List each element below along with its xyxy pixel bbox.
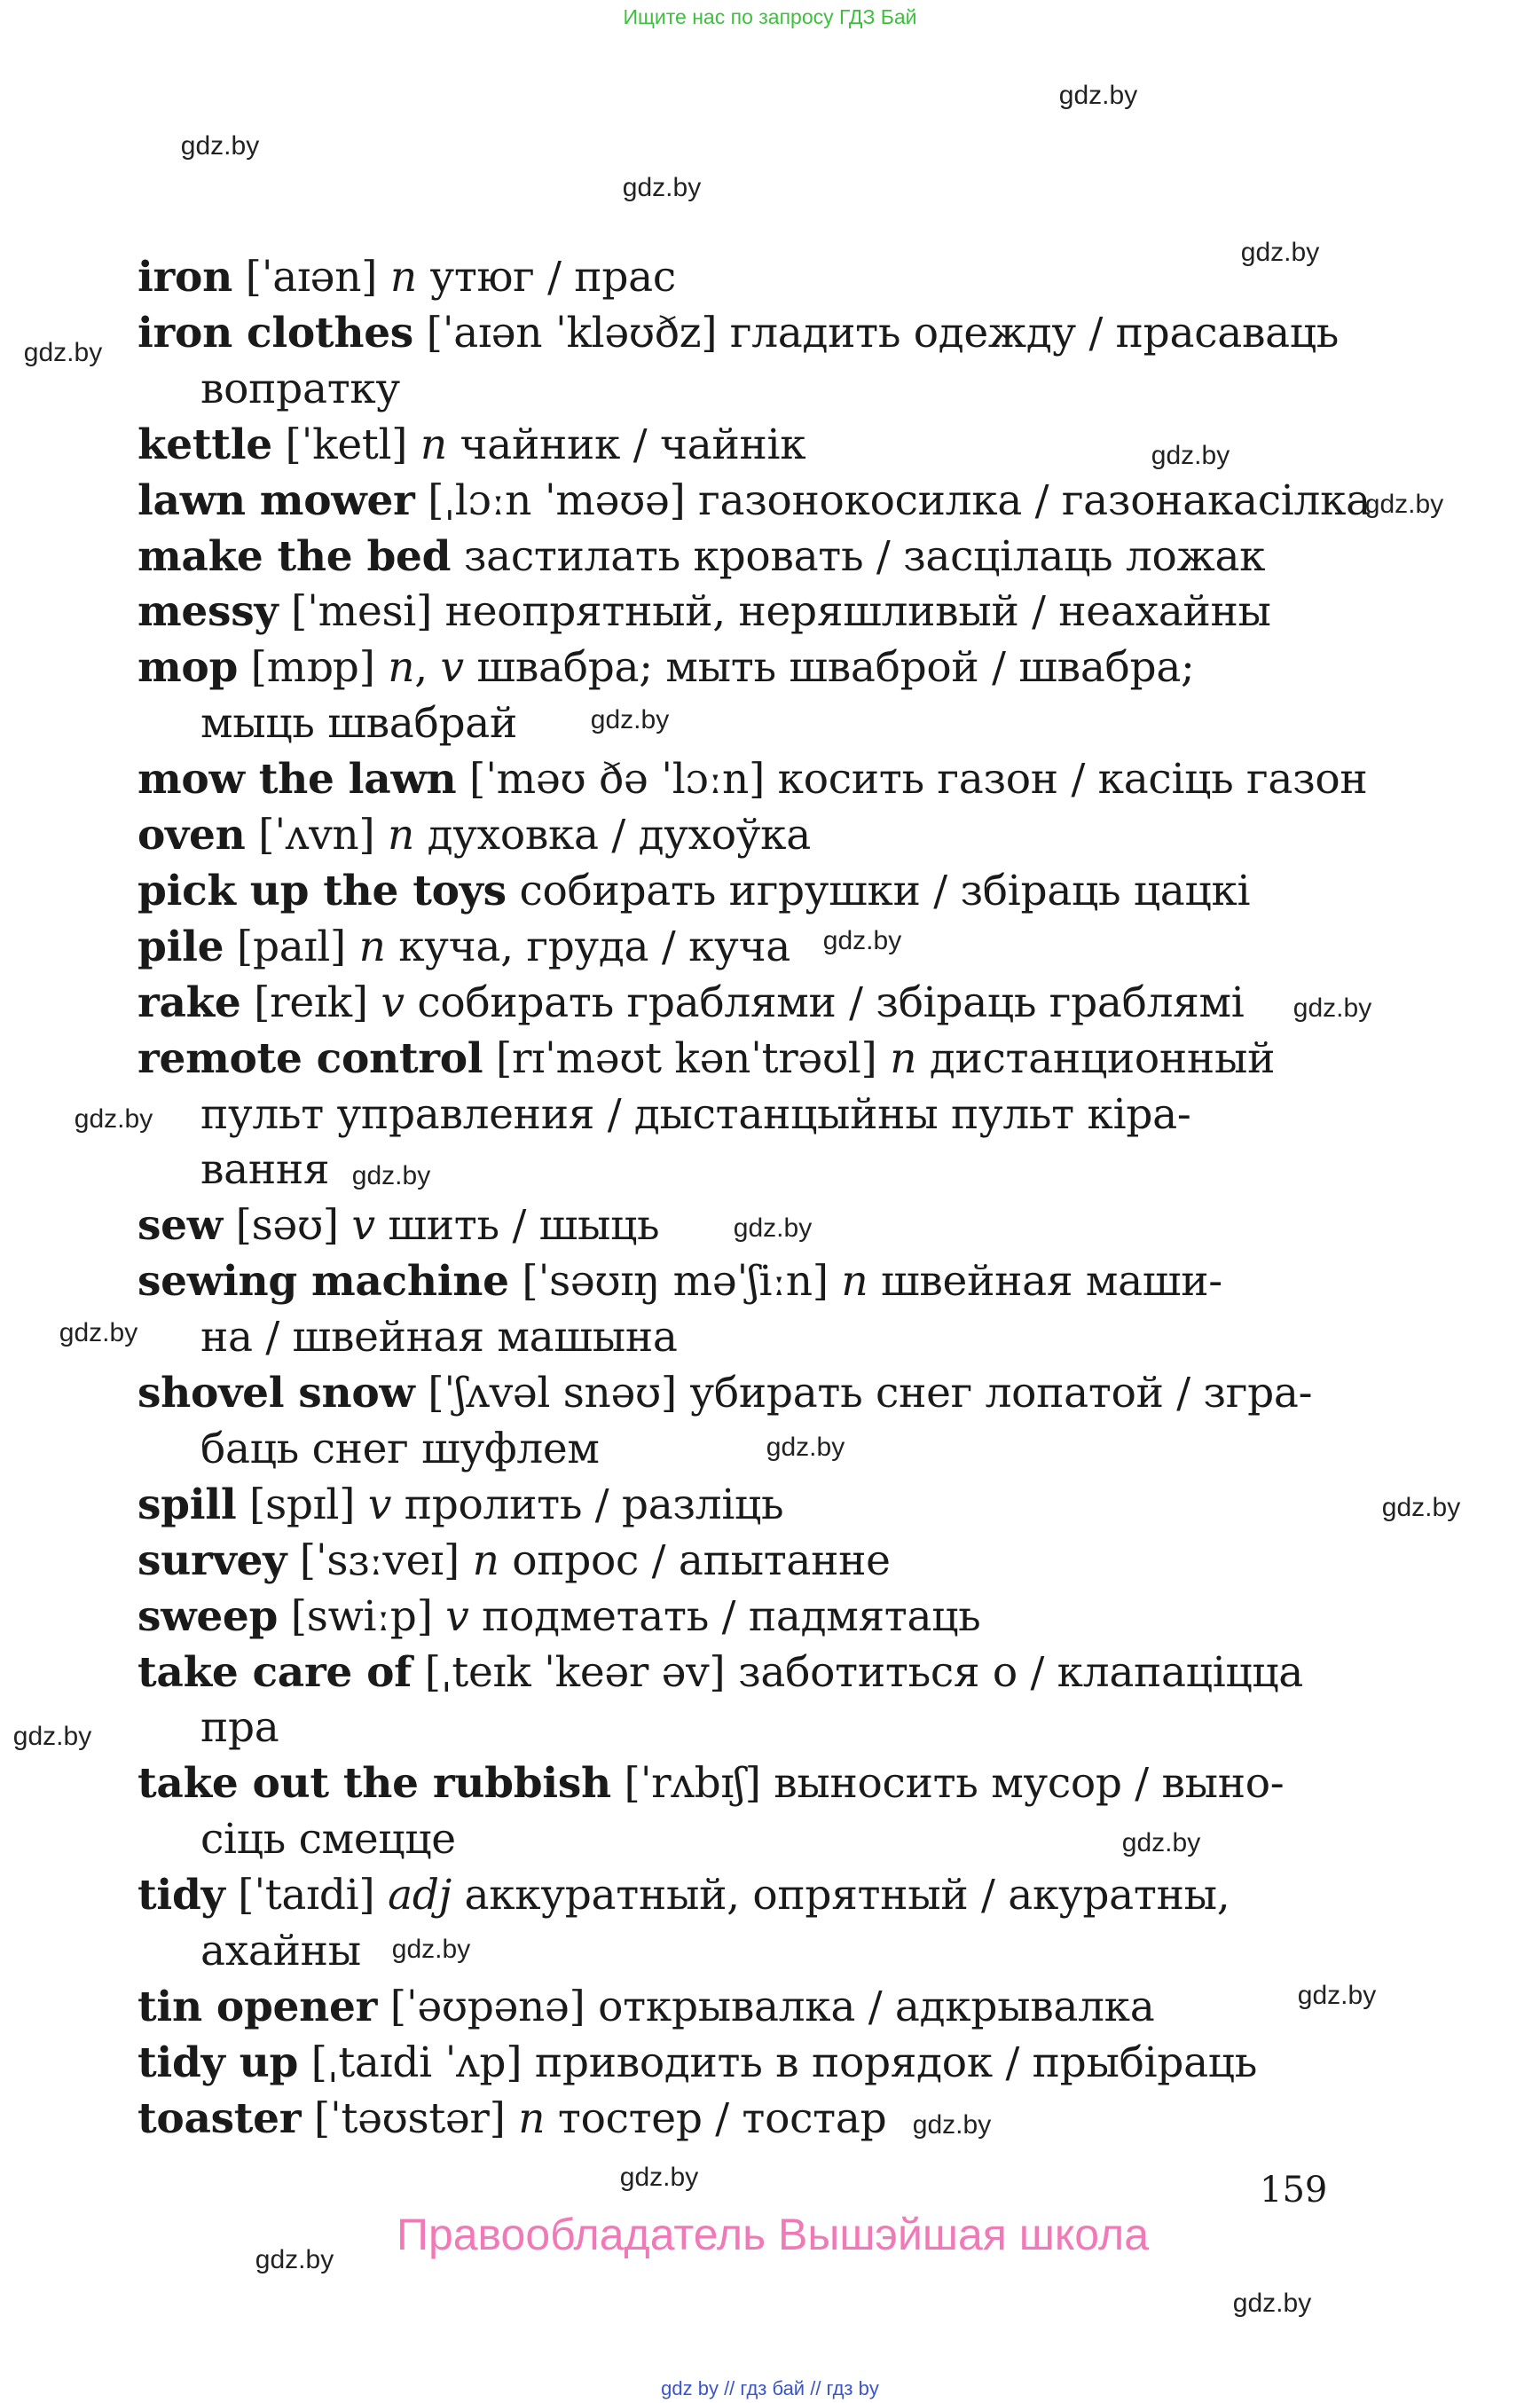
glossary-entry: [138, 975, 1245, 1031]
part-of-speech: n: [420, 420, 447, 469]
headword: messy: [138, 587, 279, 637]
entry-text: [swiːp]: [278, 1591, 446, 1641]
headword: sweep: [138, 1591, 279, 1641]
glossary-entry: [138, 863, 1250, 919]
entry-text: собирать граблями / збіраць граблямі: [404, 978, 1245, 1027]
watermark: gdz.by: [1240, 238, 1320, 267]
entry-text: [ˌlɔːn ˈməʊə] газонокосилка / газонакасілка: [414, 475, 1371, 525]
watermark: gdz.by: [74, 1104, 153, 1134]
entry-text: тостер / тостар: [545, 2093, 887, 2143]
watermark: gdz.by: [1292, 993, 1372, 1023]
glossary-entry: [138, 2091, 886, 2147]
entry-text: вопратку: [200, 364, 400, 413]
watermark: gdz.by: [1058, 81, 1138, 110]
entry-text: [ˈmesi] неопрятный, неряшливый / неахайны: [278, 587, 1271, 637]
header-note: Ищите нас по запросу ГДЗ Бай: [623, 5, 917, 28]
headword: rake: [138, 978, 241, 1027]
headword: take care of: [138, 1647, 412, 1697]
headword: remote control: [138, 1033, 483, 1083]
entry-continuation-line: [200, 695, 517, 751]
headword: toaster: [138, 2093, 302, 2143]
entry-text: мыць швабрай: [200, 699, 518, 749]
part-of-speech: n: [389, 253, 417, 302]
headword: tin opener: [138, 1982, 378, 2031]
watermark: gdz.by: [391, 1935, 471, 1964]
glossary-entry: [138, 473, 1371, 529]
glossary-entry: [138, 640, 1195, 695]
watermark: gdz.by: [351, 1161, 431, 1190]
glossary-entry: [138, 1533, 891, 1589]
entry-text: пра: [200, 1703, 279, 1753]
entry-text: ахайны: [200, 1927, 361, 1975]
headword: tidy up: [138, 2038, 299, 2087]
entry-text: утюг / прас: [416, 253, 676, 302]
part-of-speech: n: [841, 1257, 868, 1307]
part-of-speech: v: [367, 1480, 392, 1529]
watermark: gdz.by: [622, 173, 702, 202]
part-of-speech: n: [388, 643, 415, 693]
watermark: gdz.by: [766, 1433, 845, 1462]
entry-text: [ˈketl]: [271, 420, 420, 469]
headword: make the bed: [138, 531, 452, 581]
entry-text: ,: [414, 643, 441, 693]
headword: sew: [138, 1201, 223, 1251]
glossary-entry: [138, 1755, 1284, 1811]
entry-text: опрос / апытанне: [499, 1535, 891, 1585]
glossary-entry: [138, 1031, 1275, 1087]
entry-continuation-line: [200, 1087, 1190, 1143]
entry-text: подметать / падмятаць: [468, 1591, 981, 1641]
entry-text: сіць смецце: [200, 1815, 456, 1865]
entry-continuation-line: [200, 1421, 600, 1477]
watermark: gdz.by: [822, 926, 902, 955]
entry-text: [ˈrʌbɪʃ] выносить мусор / выно-: [610, 1759, 1285, 1809]
glossary-entry: [138, 1477, 783, 1533]
entry-text: [ˈəʊpənə] открывалка / адкрывалка: [377, 1982, 1155, 2031]
entry-text: [səʊ]: [222, 1201, 352, 1251]
page-number: 159: [1260, 2170, 1328, 2211]
headword: shovel snow: [138, 1369, 415, 1417]
entry-text: пульт управления / дыстанцыйны пульт кіра-: [200, 1089, 1191, 1139]
part-of-speech: adj: [388, 1871, 452, 1920]
entry-continuation-line: [200, 361, 400, 417]
entry-text: куча, груда / куча: [385, 922, 790, 971]
headword: iron clothes: [138, 308, 413, 357]
entry-text: шить / шыць: [374, 1201, 660, 1251]
entry-text: [ˈsəʊɪŋ məˈʃiːn]: [508, 1257, 842, 1307]
entry-text: [ˈməʊ ðə ˈlɔːn] косить газон / касіць газон: [456, 755, 1368, 805]
watermark: gdz.by: [12, 1722, 92, 1751]
glossary-entry: [138, 1589, 980, 1645]
part-of-speech: n: [388, 811, 414, 860]
watermark: gdz.by: [1381, 1493, 1461, 1522]
watermark: gdz.by: [1232, 2289, 1312, 2318]
headword: lawn mower: [138, 475, 415, 525]
footer-links[interactable]: gdz by // гдз бай // гдз by: [661, 2377, 879, 2399]
headword: mow the lawn: [138, 755, 457, 805]
headword: oven: [138, 811, 246, 860]
entry-text: [rɪˈməʊt kənˈtrəʊl]: [483, 1033, 891, 1083]
glossary-entry: [138, 529, 1265, 585]
headword: spill: [138, 1480, 237, 1529]
entry-text: [reɪk]: [240, 978, 381, 1027]
glossary-entry: [138, 1198, 659, 1253]
watermark: gdz.by: [1364, 490, 1444, 519]
part-of-speech: v: [351, 1201, 375, 1251]
glossary-entry: [138, 1645, 1303, 1700]
watermark: gdz.by: [590, 705, 670, 734]
glossary-entry: [138, 751, 1367, 807]
rights-holder: Правообладатель Вышэйшая школа: [397, 2210, 1149, 2259]
part-of-speech: v: [440, 643, 464, 693]
entry-text: [ˈʃʌvəl snəʊ] убирать снег лопатой / згра-: [414, 1369, 1313, 1417]
entry-text: швейная маши-: [868, 1257, 1222, 1307]
part-of-speech: n: [518, 2093, 546, 2143]
headword: sewing machine: [138, 1257, 509, 1307]
glossary-entry: [138, 919, 790, 975]
entry-text: [ˌtaɪdi ˈʌp] приводить в порядок / прыбіраць: [298, 2038, 1258, 2087]
entry-text: [ˌteɪk ˈkeər əv] заботиться о / клапаціцца: [412, 1647, 1304, 1697]
entry-continuation-line: [200, 1811, 456, 1867]
watermark: gdz.by: [1121, 1828, 1201, 1857]
headword: pick up the toys: [138, 866, 507, 915]
entry-text: [ˈtəʊstər]: [301, 2093, 519, 2143]
glossary-entry: [138, 249, 676, 305]
watermark: gdz.by: [1151, 441, 1230, 470]
entry-text: чайник / чайнік: [446, 420, 806, 469]
entry-text: швабра; мыть шваброй / швабра;: [463, 643, 1195, 693]
entry-text: дистанционный: [916, 1033, 1276, 1083]
entry-text: [ˈaɪən ˈkləʊðz] гладить одежду / прасаваць: [412, 308, 1340, 357]
entry-text: вання: [200, 1145, 330, 1195]
entry-text: [ˈʌvn]: [245, 811, 388, 860]
part-of-speech: v: [445, 1591, 469, 1641]
watermark: gdz.by: [912, 2110, 992, 2140]
headword: pile: [138, 922, 224, 971]
glossary-entry: [138, 1979, 1154, 2035]
entry-text: аккуратный, опрятный / акуратны,: [451, 1871, 1230, 1920]
part-of-speech: n: [890, 1033, 917, 1083]
watermark: gdz.by: [619, 2163, 699, 2192]
glossary-entry: [138, 1867, 1230, 1923]
headword: kettle: [138, 420, 272, 469]
watermark: gdz.by: [180, 131, 260, 161]
entry-text: пролить / разліць: [391, 1480, 784, 1529]
glossary-entry: [138, 417, 805, 473]
entry-text: собирать игрушки / збіраць цацкі: [506, 866, 1251, 915]
entry-text: [mɒp]: [238, 643, 389, 693]
entry-text: [ˈtaɪdi]: [224, 1871, 389, 1920]
glossary-entry: [138, 1253, 1222, 1309]
watermark: gdz.by: [23, 338, 103, 367]
watermark: gdz.by: [255, 2245, 334, 2274]
watermark: gdz.by: [1297, 1981, 1377, 2010]
entry-continuation-line: [200, 1923, 361, 1979]
entry-text: [ˈaɪən]: [232, 253, 390, 302]
part-of-speech: n: [472, 1535, 499, 1585]
entry-text: [paɪl]: [224, 922, 359, 971]
headword: tidy: [138, 1871, 225, 1920]
glossary-entry: [138, 1365, 1312, 1421]
part-of-speech: n: [358, 922, 386, 971]
watermark: gdz.by: [59, 1318, 138, 1347]
entry-continuation-line: [200, 1142, 329, 1198]
glossary-entry: [138, 2035, 1257, 2091]
entry-text: [ˈsɜːveɪ]: [287, 1535, 473, 1585]
headword: mop: [138, 643, 239, 693]
entry-text: баць снег шуфлем: [200, 1424, 600, 1473]
headword: survey: [138, 1535, 287, 1585]
headword: take out the rubbish: [138, 1759, 611, 1809]
part-of-speech: v: [381, 978, 405, 1027]
glossary-entry: [138, 305, 1339, 361]
entry-text: застилать кровать / засцілаць ложак: [451, 531, 1266, 581]
entry-text: на / швейная машына: [200, 1313, 678, 1362]
entry-text: [spɪl]: [236, 1480, 368, 1529]
watermark: gdz.by: [733, 1213, 813, 1243]
entry-continuation-line: [200, 1309, 678, 1365]
headword: iron: [138, 253, 232, 302]
entry-continuation-line: [200, 1700, 279, 1755]
entry-text: духовка / духоўка: [413, 811, 811, 860]
glossary-entry: [138, 807, 811, 863]
glossary-entry: [138, 584, 1271, 640]
